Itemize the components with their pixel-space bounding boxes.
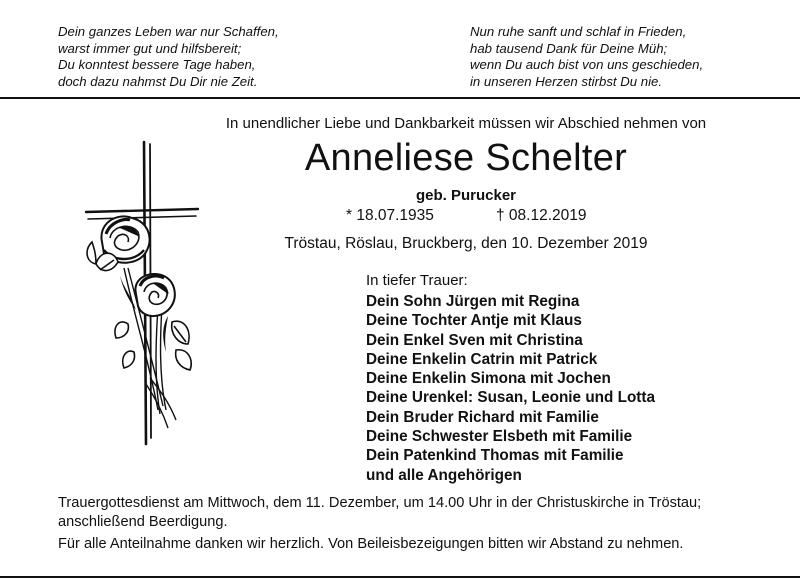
mourner-entry: Deine Urenkel: Susan, Leonie und Lotta — [366, 389, 655, 407]
poem-right — [470, 24, 703, 90]
poem-right-line: wenn Du auch bist von uns geschieden, — [470, 57, 704, 73]
thanks-note: Für alle Anteilnahme danken wir herzlich. Von Beileisbezeigungen bitten wir Abstand zu nehmen. — [58, 536, 684, 552]
intro-text: In unendlicher Liebe und Dankbarkeit müssen wir Abschied nehmen von — [225, 115, 707, 132]
cross-with-roses-icon — [80, 138, 200, 448]
poem-left — [58, 24, 279, 90]
poem-right-line: Nun ruhe sanft und schlaf in Frieden, — [470, 24, 687, 39]
poem-left-line: doch dazu nahmst Du Dir nie Zeit. — [58, 73, 258, 89]
poem-right-line: in unseren Herzen stirbst Du nie. — [470, 73, 663, 89]
mourners-list — [366, 292, 655, 485]
mourner-entry: Dein Sohn Jürgen mit Regina — [366, 293, 580, 310]
mourner-entry: Dein Patenkind Thomas mit Familie — [366, 447, 624, 465]
mourner-entry: Deine Enkelin Catrin mit Patrick — [366, 350, 598, 368]
mourner-entry: Deine Schwester Elsbeth mit Familie — [366, 428, 633, 446]
poem-left-line: Du konntest bessere Tage haben, — [58, 57, 256, 73]
funeral-service-info: Trauergottesdienst am Mittwoch, dem 11. Dezember, um 14.00 Uhr in der Christuskirche in Tröstau; anschließend Beerdigung. — [58, 495, 702, 530]
death-date: † 08.12.2019 — [496, 207, 587, 224]
deceased-name: Anneliese Schelter — [304, 137, 628, 179]
poem-left-line: warst immer gut und hilfsbereit; — [58, 40, 242, 56]
mourning-label: In tiefer Trauer: — [366, 272, 468, 289]
birth-name: geb. Purucker — [415, 187, 517, 204]
divider-bottom — [0, 576, 800, 578]
place-and-date: Tröstau, Röslau, Bruckberg, den 10. Dezember 2019 — [284, 235, 648, 252]
mourner-entry: Dein Enkel Sven mit Christina — [366, 331, 583, 349]
divider-top — [0, 97, 800, 99]
mourner-entry: Dein Bruder Richard mit Familie — [366, 408, 599, 426]
poem-right-line: hab tausend Dank für Deine Müh; — [470, 40, 668, 56]
birth-date: * 18.07.1935 — [346, 207, 434, 224]
poem-left-line: Dein ganzes Leben war nur Schaffen, — [58, 24, 279, 39]
mourner-entry: Deine Enkelin Simona mit Jochen — [366, 370, 611, 388]
mourner-entry: und alle Angehörigen — [366, 466, 522, 484]
mourner-entry: Deine Tochter Antje mit Klaus — [366, 312, 582, 330]
